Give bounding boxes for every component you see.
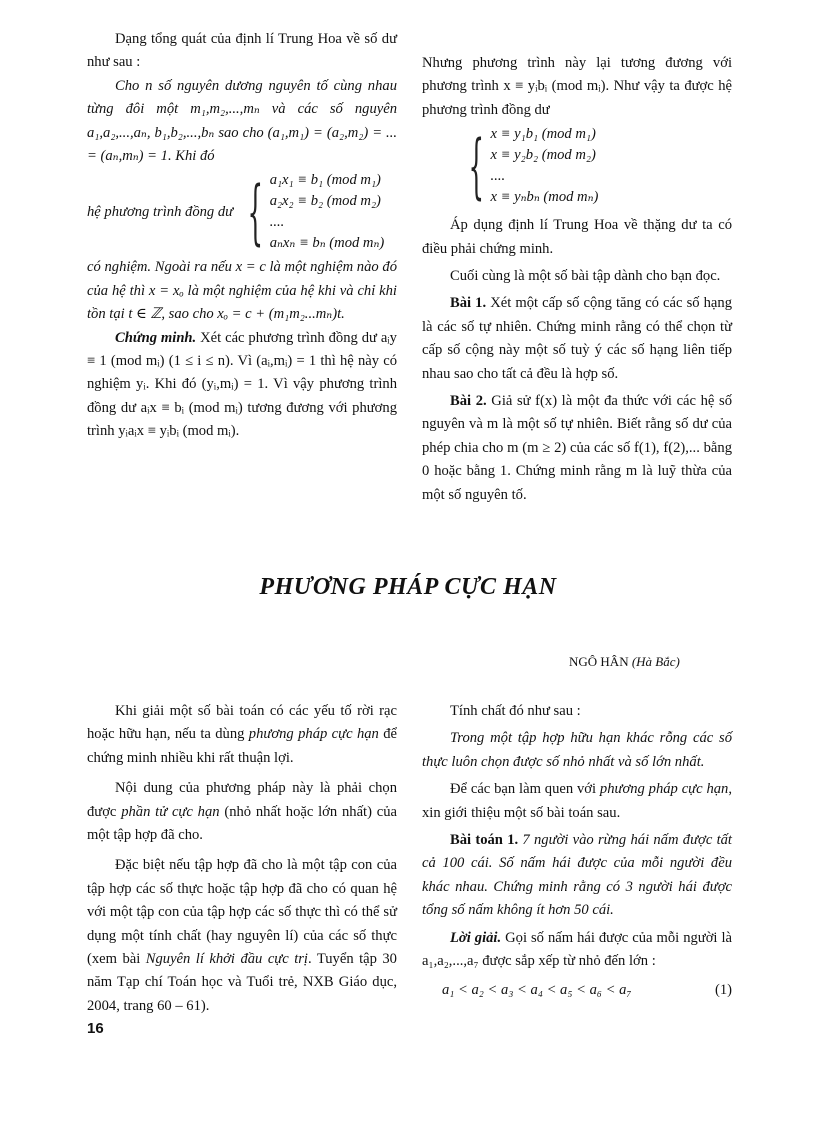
proof-label: Chứng minh. [115, 329, 197, 346]
exercise-2-label: Bài 2. [450, 393, 487, 410]
text-run: Để các bạn làm quen với [450, 781, 600, 798]
problem-1-label: Bài toán 1. [450, 832, 519, 849]
equation: x ≡ y₂b₂ (mod m₂) [490, 147, 596, 164]
text-run: để chứng minh nhiều khi rất thuận lợi. [87, 726, 397, 766]
emphasis: phần tử cực hạn [121, 803, 220, 820]
theorem-system [87, 170, 397, 254]
problem-1-text: 7 người vào rừng hái nấm được tất cả 100 cái. Số nấm hái được của mỗi người đều khác nhau. Chứng minh rằng có 3 người hái được tổng số nấm không ít hơn 50 cái. [422, 832, 732, 919]
body-paragraph [422, 778, 732, 825]
proof-paragraph [87, 327, 397, 444]
body-paragraph [87, 777, 397, 847]
text-run: Đặc biệt nếu tập hợp đã cho là một tập con của tập hợp các số thực hoặc tập hợp đã cho có quan hệ với một tập con của tập hợp các số thực thì có thể sử dụng một tính chất (hay nguyên lí) của các số thực (xem bài [87, 857, 397, 968]
exercise-1-text: Xét một cấp số cộng tăng có các số hạng là các số tự nhiên. Chứng minh rằng có thể chọn từ cấp số cộng này một số tuỳ ý các số hạng liên tiếp nhau sao cho tất cả đều là hợp số. [422, 295, 733, 382]
theorem-conclusion: có nghiệm. Ngoài ra nếu x = c là một nghiệm nào đó của hệ thì x = xₒ là một nghiệm của hệ khi và chỉ khi tồn tại t ∈ ℤ, sao cho xₒ = c + (m₁m₂...mₙ)t. [87, 259, 397, 323]
derived-system [462, 124, 732, 208]
exercise-2-text: Giả sử f(x) là một đa thức với các hệ số nguyên và m là một số tự nhiên. Biết rằng số dư của phép chia cho m (m ≥ 2) của các số f(1), f(2),... bằng 0 hoặc bằng 1. Chứng minh rằng m là luỹ thừa của một số nguyên tố. [422, 393, 732, 503]
problem-1 [422, 829, 732, 923]
exercise-2 [422, 390, 732, 507]
solution-label: Lời giải. [450, 929, 502, 946]
solution-text: Gọi số nấm hái được của mỗi người là a₁,a₂,...,a₇ được sắp xếp từ nhỏ đến lớn : [422, 929, 732, 970]
emphasis: phương pháp cực hạn [599, 781, 729, 798]
equation: a₁x₁ ≡ b₁ (mod m₁) [269, 172, 381, 189]
bottom-right-column [422, 700, 732, 1003]
bottom-left-column [87, 700, 397, 1018]
body-paragraph [87, 700, 397, 770]
article-title: PHƯƠNG PHÁP CỰC HẠN [259, 574, 557, 600]
text-run: . Tuyển tập 30 năm Tạp chí Toán học và Tuổi trẻ, NXB Giáo dục, 2004, trang 60 – 61). [87, 951, 397, 1014]
article-author [569, 650, 680, 673]
theorem-statement: Cho n số nguyên dương nguyên tố cùng nhau từng đôi một m₁,m₂,...,mₙ và các số nguyên a₁,a₂,...,aₙ, b₁,b₂,...,bₙ sao cho (a₁,m₁) = (a₂,m₂) = ... = (aₙ,mₙ) = 1. Khi đó [87, 77, 397, 165]
inequality-formula [422, 979, 732, 1002]
equation: a₂x₂ ≡ b₂ (mod m₂) [269, 193, 381, 210]
system-label: hệ phương trình đồng dư [87, 203, 234, 220]
property-statement: Trong một tập hợp hữu hạn khác rỗng các số thực luôn chọn được số nhỏ nhất và số lớn nhất. [422, 730, 732, 770]
system-equations [491, 124, 599, 208]
system-brace: { [468, 125, 485, 208]
formula-number: (1) [714, 982, 732, 999]
exercise-1 [422, 292, 732, 386]
system-brace: { [247, 171, 264, 254]
proof-text: Xét các phương trình đồng dư aᵢy ≡ 1 (mod mᵢ) (1 ≤ i ≤ n). Vì (aᵢ,mᵢ) = 1 thì hệ này có nghiệm yᵢ. Khi đó (yᵢ,mᵢ) = 1. Vì vậy phương trình đồng dư aᵢx ≡ bᵢ (mod mᵢ) tương đương với phương trình yᵢaᵢx ≡ yᵢbᵢ (mod mᵢ). [87, 329, 397, 440]
continuation-paragraph: Nhưng phương trình này lại tương đương với phương trình x ≡ yᵢbᵢ (mod mᵢ). Như vậy ta được hệ phương trình đồng dư [422, 55, 732, 118]
solution [422, 927, 732, 974]
text-run: Khi giải một số bài toán có các yếu tố rời rạc hoặc hữu hạn, nếu ta dùng [87, 703, 397, 743]
text-run: (nhỏ nhất hoặc lớn nhất) của một tập hợp đã cho. [87, 803, 397, 844]
text-run: Nội dung của phương pháp này là phải chọn được [87, 780, 397, 820]
emphasis: phương pháp cực hạn [248, 726, 379, 743]
body-paragraph: Tính chất đó như sau : [450, 703, 581, 719]
text-run: , xin giới thiệu một số bài toán sau. [422, 781, 732, 821]
exercise-1-label: Bài 1. [450, 295, 487, 312]
exercises-intro: Cuối cùng là một số bài tập dành cho bạn đọc. [450, 268, 721, 285]
top-right-column [422, 52, 732, 507]
formula-text: a₁ < a₂ < a₃ < a₄ < a₅ < a₆ < a₇ [442, 982, 632, 999]
equation: .... [269, 214, 285, 231]
top-left-column [87, 28, 397, 444]
equation: x ≡ yₙbₙ (mod mₙ) [490, 189, 599, 206]
conclusion-paragraph: Áp dụng định lí Trung Hoa về thặng dư ta có điều phải chứng minh. [422, 217, 732, 257]
author-place: (Hà Bắc) [631, 654, 680, 669]
emphasis: Nguyên lí khởi đầu cực trị [145, 951, 308, 968]
page-number: 16 [87, 1020, 104, 1037]
author-name: NGÔ HÂN [569, 654, 629, 669]
system-equations [270, 170, 385, 254]
equation: .... [490, 168, 506, 185]
intro-paragraph: Dạng tổng quát của định lí Trung Hoa về số dư như sau : [87, 31, 397, 71]
equation: aₙxₙ ≡ bₙ (mod mₙ) [269, 235, 385, 252]
equation: x ≡ y₁b₁ (mod m₁) [490, 126, 596, 143]
body-paragraph [87, 854, 397, 1018]
